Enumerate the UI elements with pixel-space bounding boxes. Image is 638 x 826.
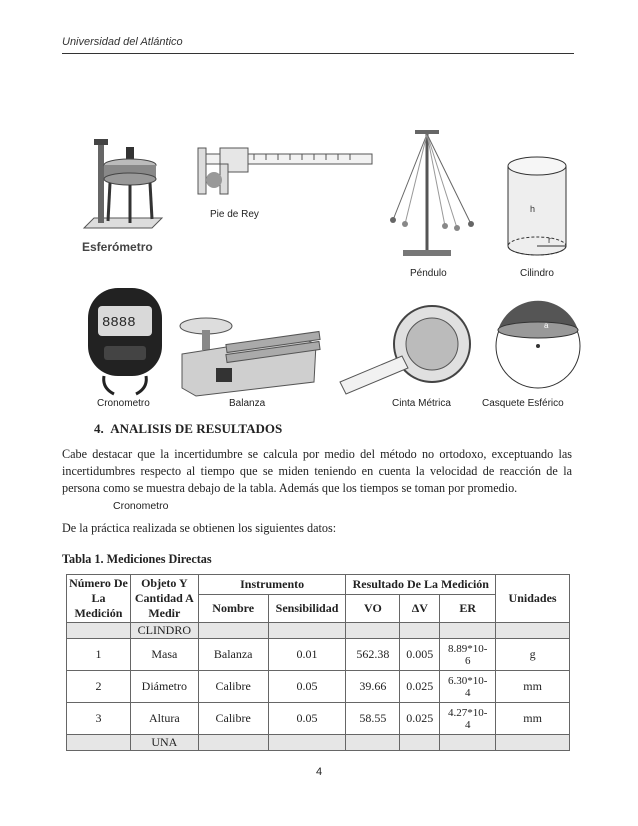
pie-de-rey-caption: Pie de Rey <box>210 209 259 220</box>
er-exp: 4 <box>464 686 471 699</box>
esferometro-image <box>80 133 180 265</box>
er-exp: 6 <box>464 654 471 667</box>
pendulo-image <box>385 128 481 262</box>
header-unidades: Unidades <box>496 575 570 623</box>
cell-dv: 0.025 <box>400 671 440 703</box>
cilindro-r-label: r <box>548 235 551 245</box>
page-header: Universidad del Atlántico <box>62 36 574 54</box>
cell-num: 2 <box>67 671 131 703</box>
cell-obj: Altura <box>130 703 198 735</box>
header-dv: ΔV <box>400 595 440 623</box>
er-main: 4.27*10- <box>447 706 488 719</box>
cell-er <box>440 703 496 735</box>
cilindro-h-label: h <box>530 204 536 214</box>
cell-dv: 0.025 <box>400 703 440 735</box>
table-row <box>67 671 570 703</box>
page-number: 4 <box>315 766 323 778</box>
casquete-esferico-caption: Casquete Esférico <box>482 398 564 409</box>
header-vo: VO <box>346 595 400 623</box>
er-exp: 4 <box>464 718 471 731</box>
cell-unit: mm <box>496 703 570 735</box>
cronometro-image <box>84 284 166 396</box>
cell-unit: g <box>496 639 570 671</box>
cell-dv: 0.005 <box>400 639 440 671</box>
header-er: ER <box>440 595 496 623</box>
header-resultado: Resultado De La Medición <box>346 575 496 595</box>
section-heading <box>94 421 282 437</box>
cilindro-caption: Cilindro <box>520 268 554 279</box>
cronometro-caption: Cronometro <box>97 398 150 409</box>
balanza-caption: Balanza <box>229 398 266 409</box>
cell-sens: 0.01 <box>268 639 346 671</box>
cell-nombre: Calibre <box>198 703 268 735</box>
cell-obj: Masa <box>130 639 198 671</box>
section-title: ANALISIS DE RESULTADOS <box>110 421 283 436</box>
cell-sens: 0.05 <box>268 703 346 735</box>
table-group-row <box>67 735 570 751</box>
paragraph-datos: De la práctica realizada se obtienen los siguientes datos: <box>62 521 337 535</box>
header-sensibilidad: Sensibilidad <box>268 595 346 623</box>
cell-vo: 58.55 <box>346 703 400 735</box>
cell-num: 1 <box>67 639 131 671</box>
er-main: 6.30*10- <box>447 674 488 687</box>
casquete-esferico-image <box>494 292 582 396</box>
cinta-metrica-caption: Cinta Métrica <box>392 398 451 409</box>
svg-text:8888: 8888 <box>102 315 136 331</box>
balanza-image <box>176 308 326 398</box>
cinta-metrica-image <box>330 300 480 396</box>
cronometro-overlay-caption: Cronometro <box>109 497 219 515</box>
cell-obj: Diámetro <box>130 671 198 703</box>
cell-unit: mm <box>496 671 570 703</box>
cell-nombre: Calibre <box>198 671 268 703</box>
header-numero: Número De La Medición <box>67 575 131 623</box>
table-row <box>67 639 570 671</box>
mediciones-table <box>66 574 570 751</box>
table-row <box>67 703 570 735</box>
cell-sens: 0.05 <box>268 671 346 703</box>
cell-vo: 39.66 <box>346 671 400 703</box>
casquete-a-label: a <box>544 321 549 330</box>
er-main: 8.89*10- <box>447 642 488 655</box>
cell-er <box>440 671 496 703</box>
cell-er <box>440 639 496 671</box>
pendulo-caption: Péndulo <box>410 268 447 279</box>
paragraph-incertidumbre: Cabe destacar que la incertidumbre se calcula por medio del método no ortodoxo, exceptuando las incertidumbres respecto al tiempo que se miden teniendo en cuenta la velocidad de reacción de la persona como se muestra debajo de la tabla. Además que los tiempos se toman por promedio. <box>62 447 572 495</box>
group-label: CLINDRO <box>130 623 198 639</box>
section-number: 4. <box>94 421 104 436</box>
header-instrumento: Instrumento <box>198 575 346 595</box>
group-label: UNA <box>130 735 198 751</box>
pie-de-rey-image <box>190 142 382 202</box>
cell-vo: 562.38 <box>346 639 400 671</box>
table-title: Tabla 1. Mediciones Directas <box>62 552 212 566</box>
cell-nombre: Balanza <box>198 639 268 671</box>
cilindro-image <box>502 152 572 262</box>
cell-num: 3 <box>67 703 131 735</box>
header-objeto: Objeto Y Cantidad A Medir <box>130 575 198 623</box>
table-group-row <box>67 623 570 639</box>
header-nombre: Nombre <box>198 595 268 623</box>
esferometro-label: Esferómetro <box>82 240 153 254</box>
